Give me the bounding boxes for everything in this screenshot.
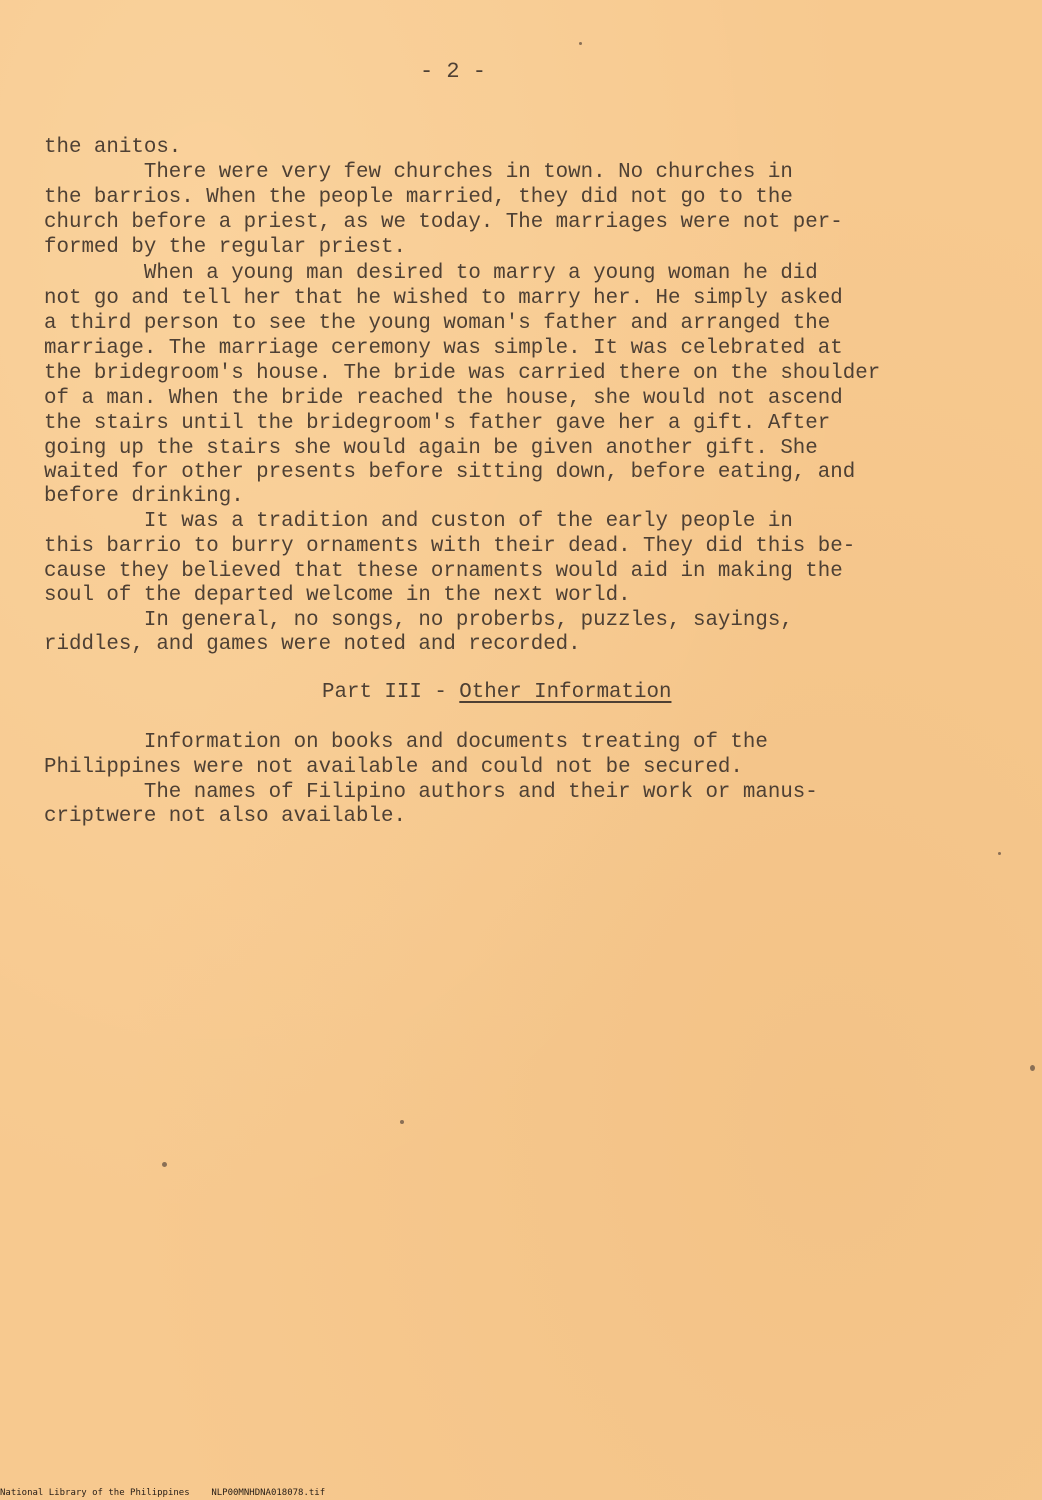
scan-footer	[0, 1488, 325, 1499]
text-line: Philippines were not available and could not be secured.	[44, 756, 743, 779]
text-line: the anitos.	[44, 136, 182, 159]
section-heading-title: Other Information	[459, 681, 672, 704]
footer-library: National Library of the Philippines	[0, 1488, 190, 1498]
text-line: before drinking.	[44, 485, 244, 508]
text-line: a third person to see the young woman's father and arranged the	[44, 312, 831, 335]
text-line: In general, no songs, no proberbs, puzzles, sayings,	[44, 609, 793, 632]
text-line: church before a priest, as we today. The marriages were not per-	[44, 211, 843, 234]
page-number: - 2 -	[420, 59, 487, 84]
text-line: riddles, and games were noted and recorded.	[44, 633, 581, 656]
text-line: not go and tell her that he wished to marry her. He simply asked	[44, 287, 843, 310]
text-line: going up the stairs she would again be given another gift. She	[44, 437, 818, 460]
text-line: the bridegroom's house. The bride was carried there on the shoulder	[44, 362, 881, 385]
paper-speck	[1030, 1065, 1035, 1071]
text-line: of a man. When the bride reached the house, she would not ascend	[44, 387, 843, 410]
text-line: criptwere not also available.	[44, 805, 406, 828]
section-heading-prefix: Part III -	[322, 681, 460, 704]
text-line: this barrio to burry ornaments with their dead. They did this be-	[44, 535, 856, 558]
text-line: waited for other presents before sitting down, before eating, and	[44, 461, 856, 484]
text-line: the stairs until the bridegroom's father gave her a gift. After	[44, 412, 831, 435]
text-line: The names of Filipino authors and their work or manus-	[44, 781, 818, 804]
footer-filename: NLP00MNHDNA018078.tif	[211, 1488, 326, 1498]
text-line: It was a tradition and custon of the early people in	[44, 510, 793, 533]
text-line: Information on books and documents treating of the	[44, 731, 768, 754]
text-line: There were very few churches in town. No churches in	[44, 161, 793, 184]
text-line: marriage. The marriage ceremony was simple. It was celebrated at	[44, 337, 843, 360]
paper-speck	[998, 852, 1001, 855]
paper-speck	[579, 42, 582, 45]
paper-speck	[400, 1120, 404, 1124]
text-line: When a young man desired to marry a young woman he did	[44, 262, 818, 285]
paper-speck	[162, 1162, 167, 1167]
text-line: soul of the departed welcome in the next world.	[44, 584, 631, 607]
text-line: formed by the regular priest.	[44, 236, 406, 259]
section-heading	[322, 681, 671, 705]
text-line: cause they believed that these ornaments would aid in making the	[44, 560, 843, 583]
text-line: the barrios. When the people married, they did not go to the	[44, 186, 793, 209]
